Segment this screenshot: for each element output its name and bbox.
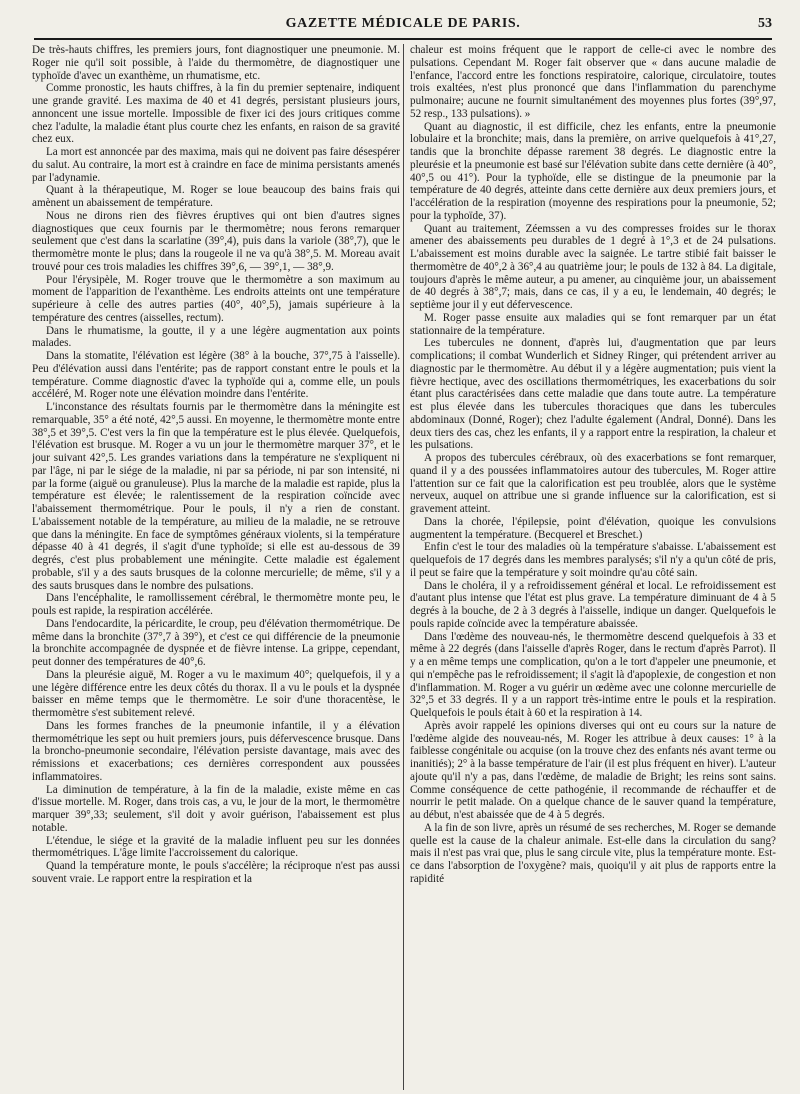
page-header [34, 16, 772, 40]
paragraph: Quand la température monte, le pouls s'accélère; la réciproque n'est pas aussi souvent vraie. Le rapport entre la respiration et la [32, 860, 400, 885]
paragraph: chaleur est moins fréquent que le rapport de celle-ci avec le nombre des pulsations. Cependant M. Roger fait observer que « dans aucune maladie de l'enfance, l'accord entre les fonctions respiratoire, calorique, circulatoire, toutes trois exaltées, n'est plus prononcé que dans l'inflammation du parenchyme pulmonaire; aucune ne fournit simultanément des moyennes plus fortes (39°,97, 52 resp., 133 pulsations). » [410, 44, 776, 120]
paragraph: Quant à la thérapeutique, M. Roger se loue beaucoup des bains frais qui amènent un abaissement de température. [32, 184, 400, 209]
paragraph: Dans l'endocardite, la péricardite, le croup, peu d'élévation thermométrique. De même dans la bronchite (37°,7 à 39°), et c'est ce qui différencie de la pneumonie la bronchite accompagnée de dyspnée et de fièvre intense. La grippe, cependant, peut donner des températures de 40°,6. [32, 617, 400, 668]
paragraph: Dans les formes franches de la pneumonie infantile, il y a élévation thermométrique les sept ou huit premiers jours, puis défervescence brusque. Dans la broncho-pneumonie secondaire, l'élévation persiste davantage, mais avec des rémissions et exacerbations; ces dernières correspondent aux poussées inflammatoires. [32, 719, 400, 783]
paragraph: La diminution de température, à la fin de la maladie, existe même en cas d'issue mortelle. M. Roger, dans trois cas, a vu, le jour de la mort, le thermomètre marquer 39°,33; seulement, s'il doit y avoir guérison, l'abaissement est plus notable. [32, 783, 400, 834]
column-divider [403, 44, 404, 1090]
paragraph: L'inconstance des résultats fournis par le thermomètre dans la méningite est remarquable, 35° a été noté, 42°,5 aussi. En moyenne, le thermomètre monte entre 38°,5 et 39°,5. C'est vers la fin que la température est le plus élevée. Quelquefois, l'élévation est brusque. M. Roger a vu un jour le thermomètre marquer 37°, et le jour suivant 42°,5. Les grandes variations dans la température ne s'expliquent ni par l'âge, ni par le siége de la maladie, ni par sa période, ni par son intensité, ni par la forme (aiguë ou granuleuse). Plus la marche de la maladie est rapide, plus la température est élevée; le ralentissement de la respiration coïncide avec l'abaissement thermométrique. Pour le pouls, il n'y a rien de constant. L'abaissement notable de la température, au milieu de la maladie, ne se retrouve que dans la méningite. En face de symptômes généraux violents, si la température dépasse 40 à 41 degrés, il s'agit d'une typhoïde; si elle est au-dessous de 39 degrés, c'est plus probablement une méningite. Cette maladie est également probable, s'il y a des sauts brusques de la colonne mercurielle; de même, s'il y a des sauts brusques dans le nombre des pulsations. [32, 401, 400, 592]
paragraph: A propos des tubercules cérébraux, où des exacerbations se font remarquer, quand il y a des poussées inflammatoires autour des tubercules, M. Roger attire l'attention sur ce fait que la calorification est peu troublée, alors que le système nerveux, auquel on attribue une si grande influence sur la calorification, est si gravement atteint. [410, 452, 776, 515]
paragraph: Quant au traitement, Zéemssen a vu des compresses froides sur le thorax amener des abaissements peu durables de 1 degré à 1°,3 et de 24 pulsations. L'abaissement est moins durable avec la saignée. Le tartre stibié fait baisser le thermomètre de 40°,2 à 36°,4 au quatrième jour; le pouls de 132 à 84. La digitale, toujours d'après le même auteur, a pu amener, au cinquième jour, un abaissement de 40 degrés à 38°,7; mais, dans ce cas, il y a eu, le lendemain, 40 degrés; le septième jour il y eut défervescence. [410, 222, 776, 311]
paragraph: Quant au diagnostic, il est difficile, chez les enfants, entre la pneumonie lobulaire et la bronchite; mais, dans la première, on arrive quelquefois à 41°,27, tandis que la bronchite dépasse rarement 38 degrés. Le diagnostic entre la pleurésie et la pneumonie est basé sur l'élévation subite dans cette dernière (à 40°, 40°,5 ou 41°). Pour la typhoïde, elle se distingue de la pneumonie par la température de 40 degrés, atteinte dans cette dernière aux deux premiers jours, et l'accélération de la respiration (moyenne des respirations pour la pneumonie, 52; pour la typhoïde, 37). [410, 120, 776, 222]
journal-title: GAZETTE MÉDICALE DE PARIS. [285, 16, 521, 31]
paragraph: La mort est annoncée par des maxima, mais qui ne doivent pas faire désespérer du salut. Au contraire, la mort est à craindre en face de minima persistants amenés par l'adynamie. [32, 146, 400, 184]
paragraph: Dans l'œdème des nouveau-nés, le thermomètre descend quelquefois à 33 et même à 22 degrés (dans l'aisselle d'après Roger, dans le rectum d'après Parrot). Il y a en même temps une complication, qu'on a le tort d'appeler une pneumonie, et qui n'empêche pas le refroidissement; il s'agit là d'apoplexie, de congestion et non d'inflammation. M. Roger a vu guérir un œdème avec une colonne mercurielle de 32°,5 et 33 degrés. Il y a un rapport très-intime entre le pouls et la respiration. Quelquefois le pouls était à 60 et la respiration à 14. [410, 630, 776, 719]
paragraph: Dans le choléra, il y a refroidissement général et local. Le refroidissement est d'autant plus intense que l'état est plus grave. La température diminuant de 4 à 5 degrés à la bouche, de 2 à 3 degrés à l'aisselle, indique un danger. Quelquefois le pouls rapide coïncide avec la température abaissée. [410, 579, 776, 630]
paragraph: Dans la pleurésie aiguë, M. Roger a vu le maximum 40°; quelquefois, il y a une légère différence entre les deux côtés du thorax. Il a vu le pouls et la dyspnée baisser en même temps que le thermomètre. Le soir d'une thoracentèse, le thermomètre s'est subitement relevé. [32, 668, 400, 719]
paragraph: Dans la stomatite, l'élévation est légère (38° à la bouche, 37°,75 à l'aisselle). Peu d'élévation aussi dans l'entérite; pas de rapport constant entre le pouls et la température. Comme diagnostic d'avec la typhoïde qui a, comme elle, un pouls accéléré, M. Roger note une élévation moindre dans l'entérite. [32, 350, 400, 401]
paragraph: L'étendue, le siége et la gravité de la maladie influent peu sur les données thermométriques. L'âge limite l'accroissement du calorique. [32, 834, 400, 860]
paragraph: A la fin de son livre, après un résumé de ses recherches, M. Roger se demande quelle est la cause de la chaleur animale. Est-elle dans la circulation du sang? mais il n'est pas vrai que, plus le sang circule vite, plus la température monte. Est-ce dans l'absorption de l'oxygène? mais, quoiqu'il y ait plus de rapports entre la rapidité [410, 821, 776, 885]
paragraph: Enfin c'est le tour des maladies où la température s'abaisse. L'abaissement est quelquefois de 17 degrés dans les membres paralysés; s'il n'y a qu'un côté de pris, il peut se faire que la température y soit moindre qu'au côté sain. [410, 541, 776, 579]
paragraph: Nous ne dirons rien des fièvres éruptives qui ont bien d'autres signes diagnostiques que ceux fournis par le thermomètre; nous ferons remarquer seulement que c'est dans la scarlatine (39°,4), puis dans la variole (38°,7), que le thermomètre monte le plus; dans la rougeole il ne va qu'à 38°,5. M. Moreau avait trouvé pour ces trois maladies les chiffres 39°,6, — 39°,1, — 38°,9. [32, 209, 400, 273]
right-column [410, 44, 776, 1088]
paragraph: M. Roger passe ensuite aux maladies qui se font remarquer par un état stationnaire de la température. [410, 311, 776, 337]
paragraph: Dans le rhumatisme, la goutte, il y a une légère augmentation aux points malades. [32, 324, 400, 350]
paragraph: Après avoir rappelé les opinions diverses qui ont eu cours sur la nature de l'œdème algide des nouveau-nés, M. Roger les attribue à deux causes: 1° à la faiblesse congénitale ou acquise (on la trouve chez des enfants nés avant terme ou inanitiés); 2° à la basse température de l'air (il est plus fréquent en hiver). L'auteur ajoute qu'il n'y a pas, dans l'œdème, de maladie de Bright; les reins sont sains. Comme conséquence de cette pathogénie, il recommande de réchauffer et de nourrir le petit malade. On a quelque chance de le sauver quand la température, au début, n'est abaissée que de 4 à 5 degrés. [410, 719, 776, 821]
paragraph: Comme pronostic, les hauts chiffres, à la fin du premier septenaire, indiquent une grande gravité. Les maxima de 40 et 41 degrés, persistant plusieurs jours, annoncent une issue mortelle. Impossible de fixer ici des jours critiques comme chez l'adulte, la maladie étant plus courte chez les enfants, en raison de sa gravité chez eux. [32, 82, 400, 146]
page-number: 53 [758, 16, 772, 31]
left-column [32, 44, 400, 1088]
paragraph: De très-hauts chiffres, les premiers jours, font diagnostiquer une pneumonie. M. Roger nie qu'il soit possible, à l'aide du thermomètre, de diagnostiquer une typhoïde d'avec un exanthème, un rhumatisme, etc. [32, 44, 400, 82]
paragraph: Dans l'encéphalite, le ramollissement cérébral, le thermomètre monte peu, le pouls est rapide, la respiration accélérée. [32, 592, 400, 617]
paragraph: Les tubercules ne donnent, d'après lui, d'augmentation que par leurs complications; il combat Wunderlich et Sidney Ringer, qui prétendent arriver au diagnostic par le thermomètre. Au début il y a légère augmentation; puis vient la fièvre hectique, avec des oscillations thermométriques, les exacerbations du soir étant plus caractérisées dans cette maladie que dans toute autre. La température est plus élevée dans les tubercules thoraciques que dans les tubercules abdominaux (Donné, Roger); chez l'adulte également (Andral, Donné). Dans les deux tiers des cas, chez les enfants, il y a rapport entre la respiration, la chaleur et les pulsations. [410, 337, 776, 452]
paragraph: Pour l'érysipèle, M. Roger trouve que le thermomètre a son maximum au moment de l'apparition de l'exanthème. Les endroits atteints ont une température supérieure à celle des autres parties (40°, 40°,5), jamais supérieure à la température des centres (aisselles, rectum). [32, 273, 400, 324]
paragraph: Dans la chorée, l'épilepsie, point d'élévation, quoique les convulsions augmentent la température. (Becquerel et Breschet.) [410, 515, 776, 541]
